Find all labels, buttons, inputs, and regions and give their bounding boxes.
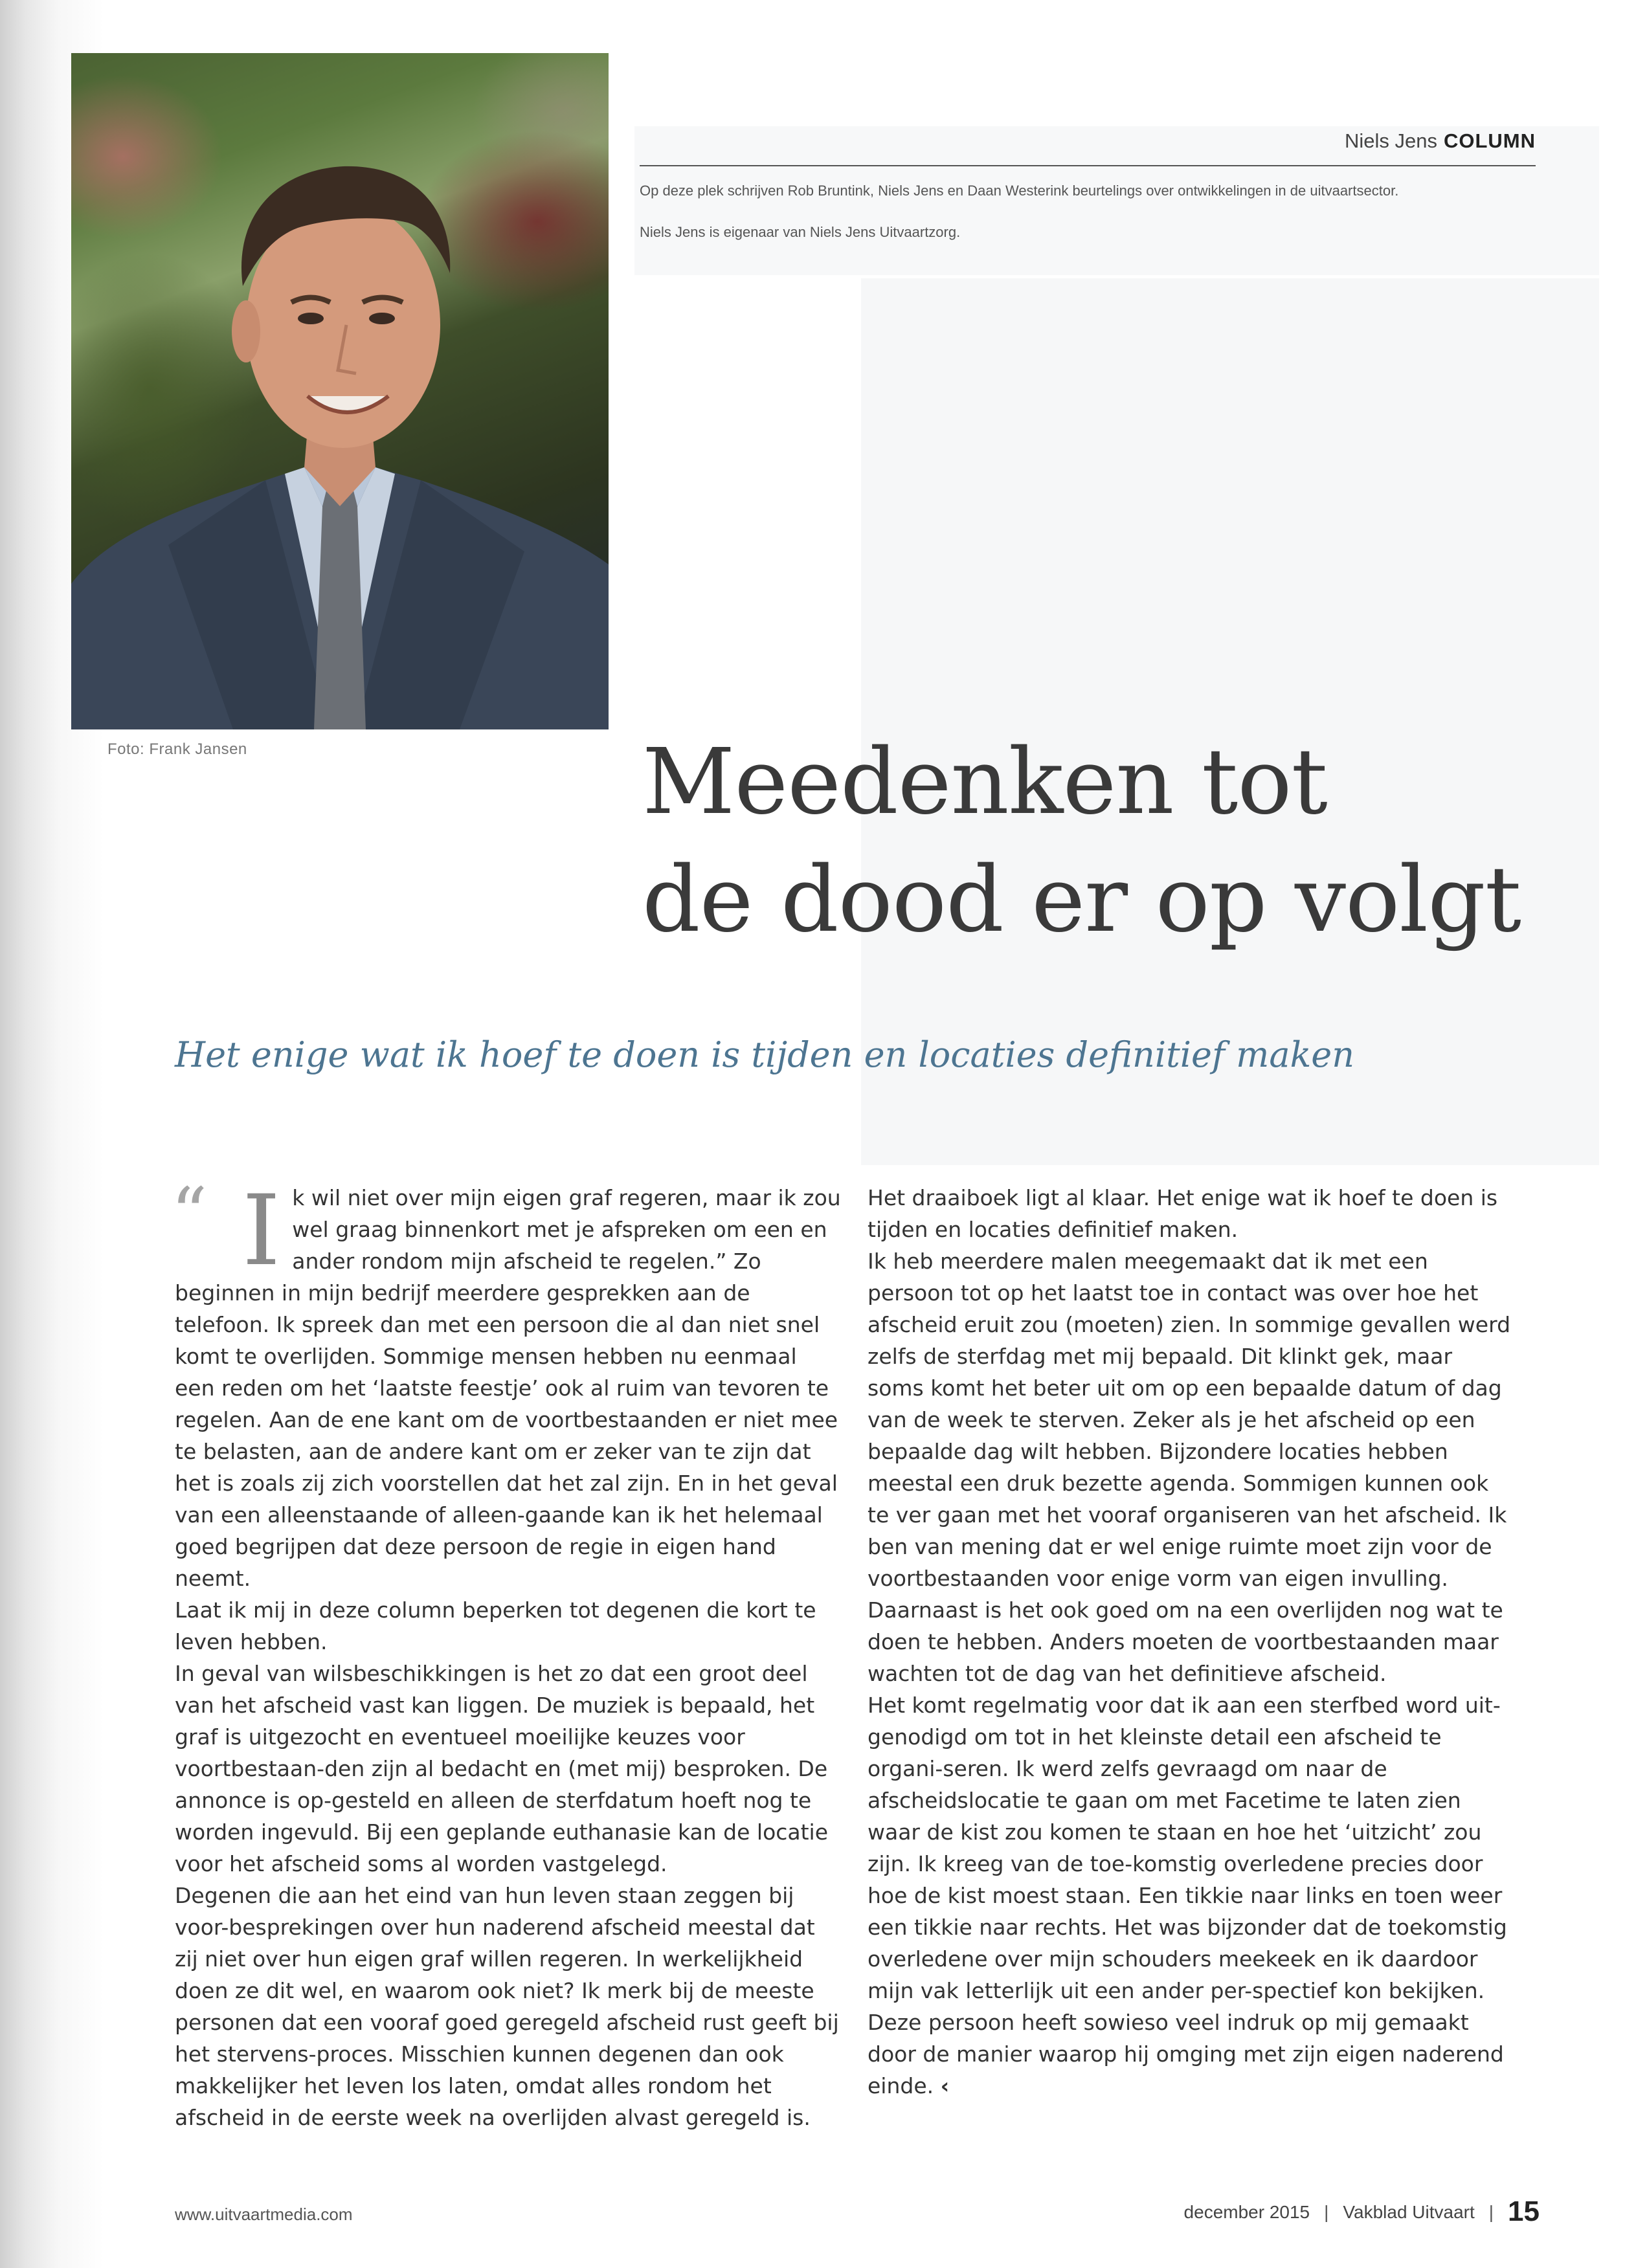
show-through-panel xyxy=(861,278,1599,1165)
footer-website: www.uitvaartmedia.com xyxy=(175,2205,353,2224)
lead-paragraph xyxy=(171,1172,842,1594)
magazine-name: Vakblad Uitvaart xyxy=(1343,2202,1475,2222)
paragraph: Degenen die aan het eind van hun leven staan zeggen bij voor-besprekingen over hun naderend afscheid meestal dat zij niet over hun eigen graf willen regeren. In werkelijkheid doen ze dit wel, en waarom ook niet? Ik merk bij de meeste personen dat een vooraf goed geregeld afscheid rust geeft bij het stervens-proces. Misschien kunnen degenen dan ook makkelijker het leven los laten, omdat alles rondom het afscheid in de eerste week na overlijden alvast geregeld is. xyxy=(175,1883,839,2130)
paragraph: k wil niet over mijn eigen graf regeren, maar ik zou wel graag binnenkort met je afspreken om een en ander rondom mijn afscheid te regelen.” Zo beginnen in mijn bedrijf meerdere gesprekken aan de telefoon. Ik spreek dan met een persoon die al dan niet snel komt te overlijden. Sommige mensen hebben nu eenmaal een reden om het ‘laatste feestje’ ook al ruim van tevoren te regelen. Aan de ene kant om de voortbestaanden er niet mee te belasten, aan de andere kant om er zeker van te zijn dat het is zoals zij zich voorstellen dat het zal zijn. En in het geval van een alleenstaande of alleen-gaande kan ik het helemaal goed begrijpen dat deze persoon de regie in eigen hand neemt. xyxy=(175,1185,841,1591)
portrait-illustration xyxy=(71,53,609,729)
column-author: Niels Jens xyxy=(1344,129,1437,152)
author-photo xyxy=(71,53,609,729)
drop-cap: I xyxy=(242,1175,281,1287)
paragraph-last xyxy=(868,1689,1515,2102)
column-label: COLUMN xyxy=(1443,129,1536,152)
page-number: 15 xyxy=(1508,2196,1540,2227)
title-line-2: de dood er op volgt xyxy=(642,847,1521,953)
column-header xyxy=(1345,129,1536,153)
photo-caption: Foto: Frank Jansen xyxy=(107,740,247,758)
paragraph: Ik heb meerdere malen meegemaakt dat ik met een persoon tot op het laatst toe in contact was over hoe het afscheid eruit zou (moeten) zien. In sommige gevallen werd zelfs de sterfdag met mij bepaald. Dit klinkt gek, maar soms komt het beter uit om op een bepaalde datum of dag van de week te sterven. Zeker als je het afscheid op een bepaalde dag wilt hebben. Bijzondere locaties hebben meestal een druk bezette agenda. Sommigen kunnen ook te ver gaan met het vooraf organiseren van het afscheid. Ik ben van mening dat er wel enige ruimte moet zijn voor de voortbestaanden voor enige vorm van eigen invulling. Daarnaast is het ook goed om na een overlijden nog wat te doen te hebben. Anders moeten de voortbestaanden maar wachten tot de dag van het definitieve afscheid. xyxy=(868,1249,1511,1686)
quote-mark: “ xyxy=(171,1172,208,1255)
end-mark: ‹ xyxy=(940,2073,950,2098)
article-column-1 xyxy=(171,1172,842,2133)
footer-folio xyxy=(1184,2196,1540,2228)
column-intro: Op deze plek schrijven Rob Bruntink, Niels Jens en Daan Westerink beurtelings over ontwikkelingen in de uitvaartsector. xyxy=(640,183,1399,199)
article-column-2 xyxy=(868,1182,1515,2102)
author-bio: Niels Jens is eigenaar van Niels Jens Uitvaartzorg. xyxy=(640,224,961,240)
paragraph: In geval van wilsbeschikkingen is het zo dat een groot deel van het afscheid vast kan liggen. De muziek is bepaald, het graf is uitgezocht en eventueel moeilijke keuzes voor voortbestaan-den zijn al bedacht en (met mij) besproken. De annonce is op-gesteld en alleen de sterfdatum hoeft nog te worden ingevuld. Bij een geplande euthanasie kan de locatie voor het afscheid soms al worden vastgelegd. xyxy=(175,1661,829,1876)
paragraph: Laat ik mij in deze column beperken tot degenen die kort te leven hebben. xyxy=(175,1597,816,1654)
article-subtitle: Het enige wat ik hoef te doen is tijden en locaties definitief maken xyxy=(175,1034,1355,1075)
paragraph: Het draaiboek ligt al klaar. Het enige wat ik hoef te doen is tijden en locaties definitief maken. xyxy=(868,1185,1498,1242)
issue-date: december 2015 xyxy=(1183,2202,1310,2222)
header-rule xyxy=(640,165,1536,166)
folio-separator: | xyxy=(1488,2202,1494,2222)
folio-separator: | xyxy=(1324,2202,1329,2222)
paragraph-text: Het komt regelmatig voor dat ik aan een sterfbed word uit-genodigd om tot in het kleinste detail een afscheid te organi-seren. Ik werd zelfs gevraagd om naar de afscheidslocatie te gaan om met Facetime te laten zien waar de kist zou komen te staan en hoe het ‘uitzicht’ zou zijn. Ik kreeg van de toe-komstig overledene precies door hoe de kist moest staan. Een tikkie naar links en toen weer een tikkie naar rechts. Het was bijzonder dat de toekomstig overledene over mijn schouders meekeek en ik daardoor mijn vak letterlijk uit een ander per-spectief kon bekijken. Deze persoon heeft sowieso veel indruk op mij gemaakt door de manier waarop hij omging met zijn eigen naderend einde. xyxy=(868,1693,1507,2098)
article-title xyxy=(642,724,1600,959)
title-line-1: Meedenken tot xyxy=(642,729,1327,835)
